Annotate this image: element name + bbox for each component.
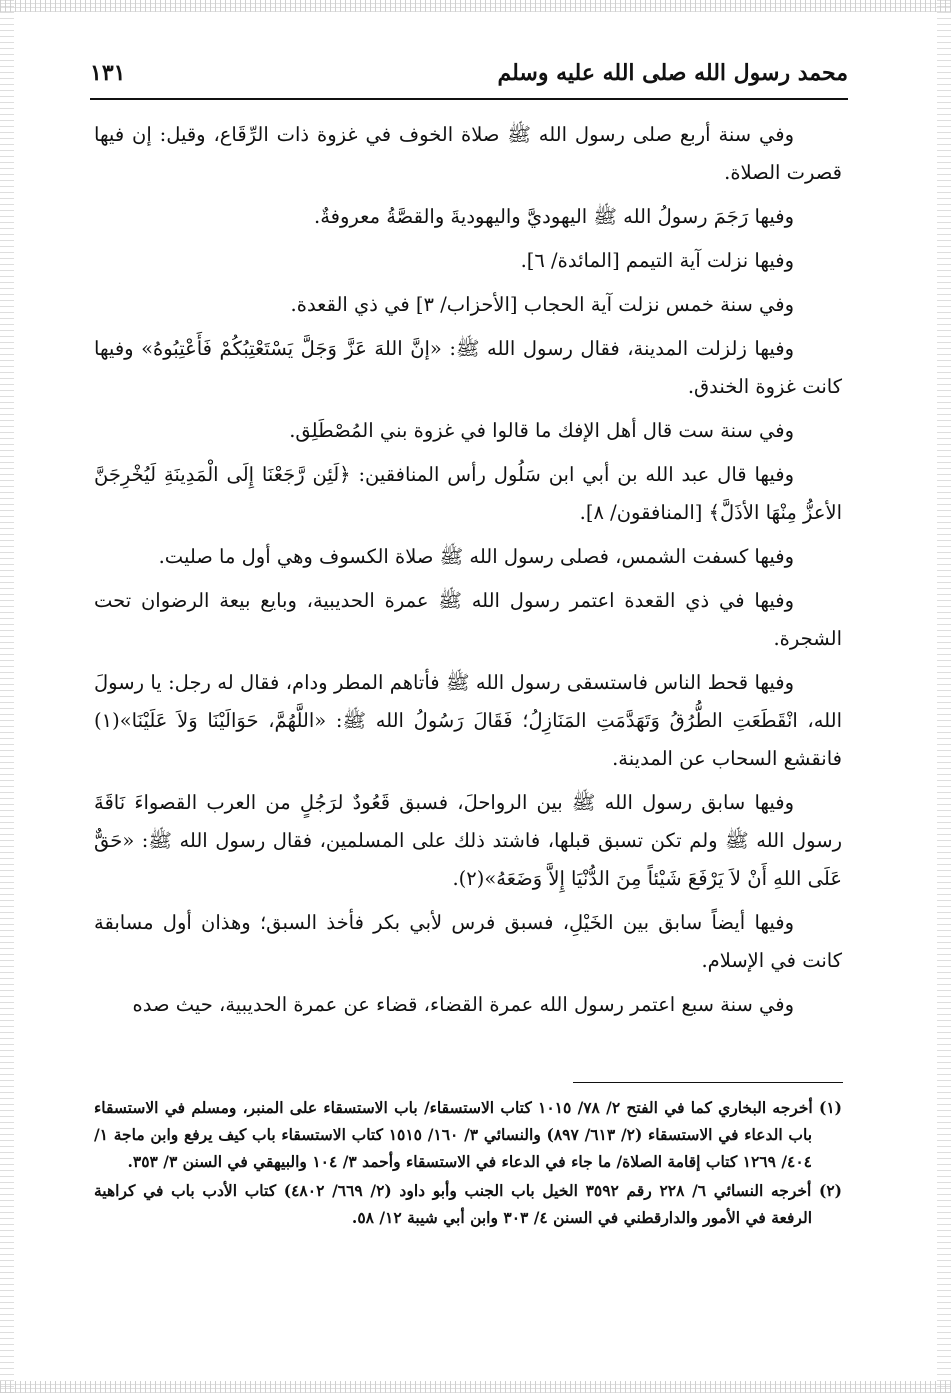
footnote: (١) أخرجه البخاري كما في الفتح ٢/ ٧٨/ ١٠١٥ كتاب الاستسقاء/ باب الاستسقاء على المنبر، ومسلم في الاستسقاء باب الدعاء في الاستسقاء (٢/ ٦١٣/ ٨٩٧) والنسائي ٣/ ١٦٠/ ١٥١٥ كتاب الاستسقاء باب كيف يرفع وابن ماجة ١/ ٤٠٤/ ١٢٦٩ كتاب إقامة الصلاة/ ما جاء في الدعاء في الاستسقاء وأحمد ٣/ ١٠٤ والبيهقي في السنن ٣/ ٣٥٣. bbox=[94, 1098, 842, 1171]
paragraph: وفيها رَجَمَ رسولُ الله ﷺ اليهوديَّ واليهوديةَ والقصَّةُ معروفةٌ. bbox=[314, 205, 794, 228]
paragraph: وفيها زلزلت المدينة، فقال رسول الله ﷺ: «إنَّ اللهَ عَزَّ وَجَلَّ يَسْتَعْتِبُكُمْ فَأَعْتِبُوهُ» وفيها كانت غزوة الخندق. bbox=[94, 337, 842, 398]
paragraph: وفيها أيضاً سابق بين الخَيْلِ، فسبق فرس لأبي بكر فأخذ السبق؛ وهذان أول مسابقة كانت في الإسلام. bbox=[94, 911, 842, 972]
page-number: ١٣١ bbox=[90, 60, 126, 86]
page-border-bottom bbox=[0, 1381, 951, 1393]
running-header bbox=[90, 56, 848, 100]
page-border-right bbox=[937, 0, 951, 1393]
paragraph: وفيها قال عبد الله بن أبي ابن سَلُول رأس المنافقين: ﴿لَئِن رَّجَعْنَا إِلَى الْمَدِينَةِ لَيُخْرِجَنَّ الأعزُّ مِنْهَا الأذَلَّ﴾ [المنافقون/ ٨]. bbox=[94, 463, 842, 524]
paragraph: وفيها قحط الناس فاستسقى رسول الله ﷺ فأتاهم المطر ودام، فقال له رجل: يا رسولَ الله، انْقَطَعَتِ الطُّرُقُ وَتَهَدَّمَتِ المَنَازِلُ؛ فَقَالَ رَسُولُ الله ﷺ: «اللَّهُمَّ، حَوَالَيْنَا وَلاَ عَلَيْنَا»(١) فانقشع السحاب عن المدينة. bbox=[94, 671, 842, 770]
paragraph: وفي سنة ست قال أهل الإفك ما قالوا في غزوة بني المُصْطَلِق. bbox=[289, 419, 794, 442]
main-text bbox=[94, 116, 842, 1030]
running-title: محمد رسول الله صلى الله عليه وسلم bbox=[497, 60, 848, 86]
footnote: (٢) أخرجه النسائي ٦/ ٢٢٨ رقم ٣٥٩٢ الخيل باب الجنب وأبو داود (٢/ ٦٦٩/ ٤٨٠٢) كتاب الأدب باب في كراهية الرفعة في الأمور والدارقطني في السنن ٤/ ٣٠٣ وابن أبي شيبة ١٢/ ٥٨. bbox=[94, 1181, 842, 1227]
page-border-left bbox=[0, 0, 14, 1393]
paragraph: وفيها نزلت آية التيمم [المائدة/ ٦]. bbox=[520, 249, 794, 272]
paragraph: وفي سنة أربع صلى رسول الله ﷺ صلاة الخوف في غزوة ذات الرِّقَاع، وقيل: إن فيها قصرت الصلاة. bbox=[94, 123, 842, 184]
page-border-top bbox=[0, 0, 951, 12]
footnotes bbox=[94, 1094, 842, 1233]
paragraph: وفيها كسفت الشمس، فصلى رسول الله ﷺ صلاة الكسوف وهي أول ما صليت. bbox=[158, 545, 794, 568]
paragraph: وفي سنة سبع اعتمر رسول الله عمرة القضاء، قضاء عن عمرة الحديبية، حيث صده bbox=[132, 993, 794, 1016]
footnote-separator bbox=[573, 1082, 843, 1083]
paragraph: وفيها سابق رسول الله ﷺ بين الرواحلَ، فسبق قَعُودٌ لرَجُلٍ من العرب القصواءَ نَاقَةَ رسول الله ﷺ ولم تكن تسبق قبلها، فاشتد ذلك على المسلمين، فقال رسول الله ﷺ: «حَقٌّ عَلَى اللهِ أَنْ لاَ يَرْفَعَ شَيْئاً مِنَ الدُّنْيَا إِلاَّ وَضَعَهُ»(٢). bbox=[94, 791, 842, 890]
paragraph: وفي سنة خمس نزلت آية الحجاب [الأحزاب/ ٣] في ذي القعدة. bbox=[290, 293, 794, 316]
header-rule bbox=[90, 98, 848, 100]
paragraph: وفيها في ذي القعدة اعتمر رسول الله ﷺ عمرة الحديبية، وبايع بيعة الرضوان تحت الشجرة. bbox=[94, 589, 842, 650]
